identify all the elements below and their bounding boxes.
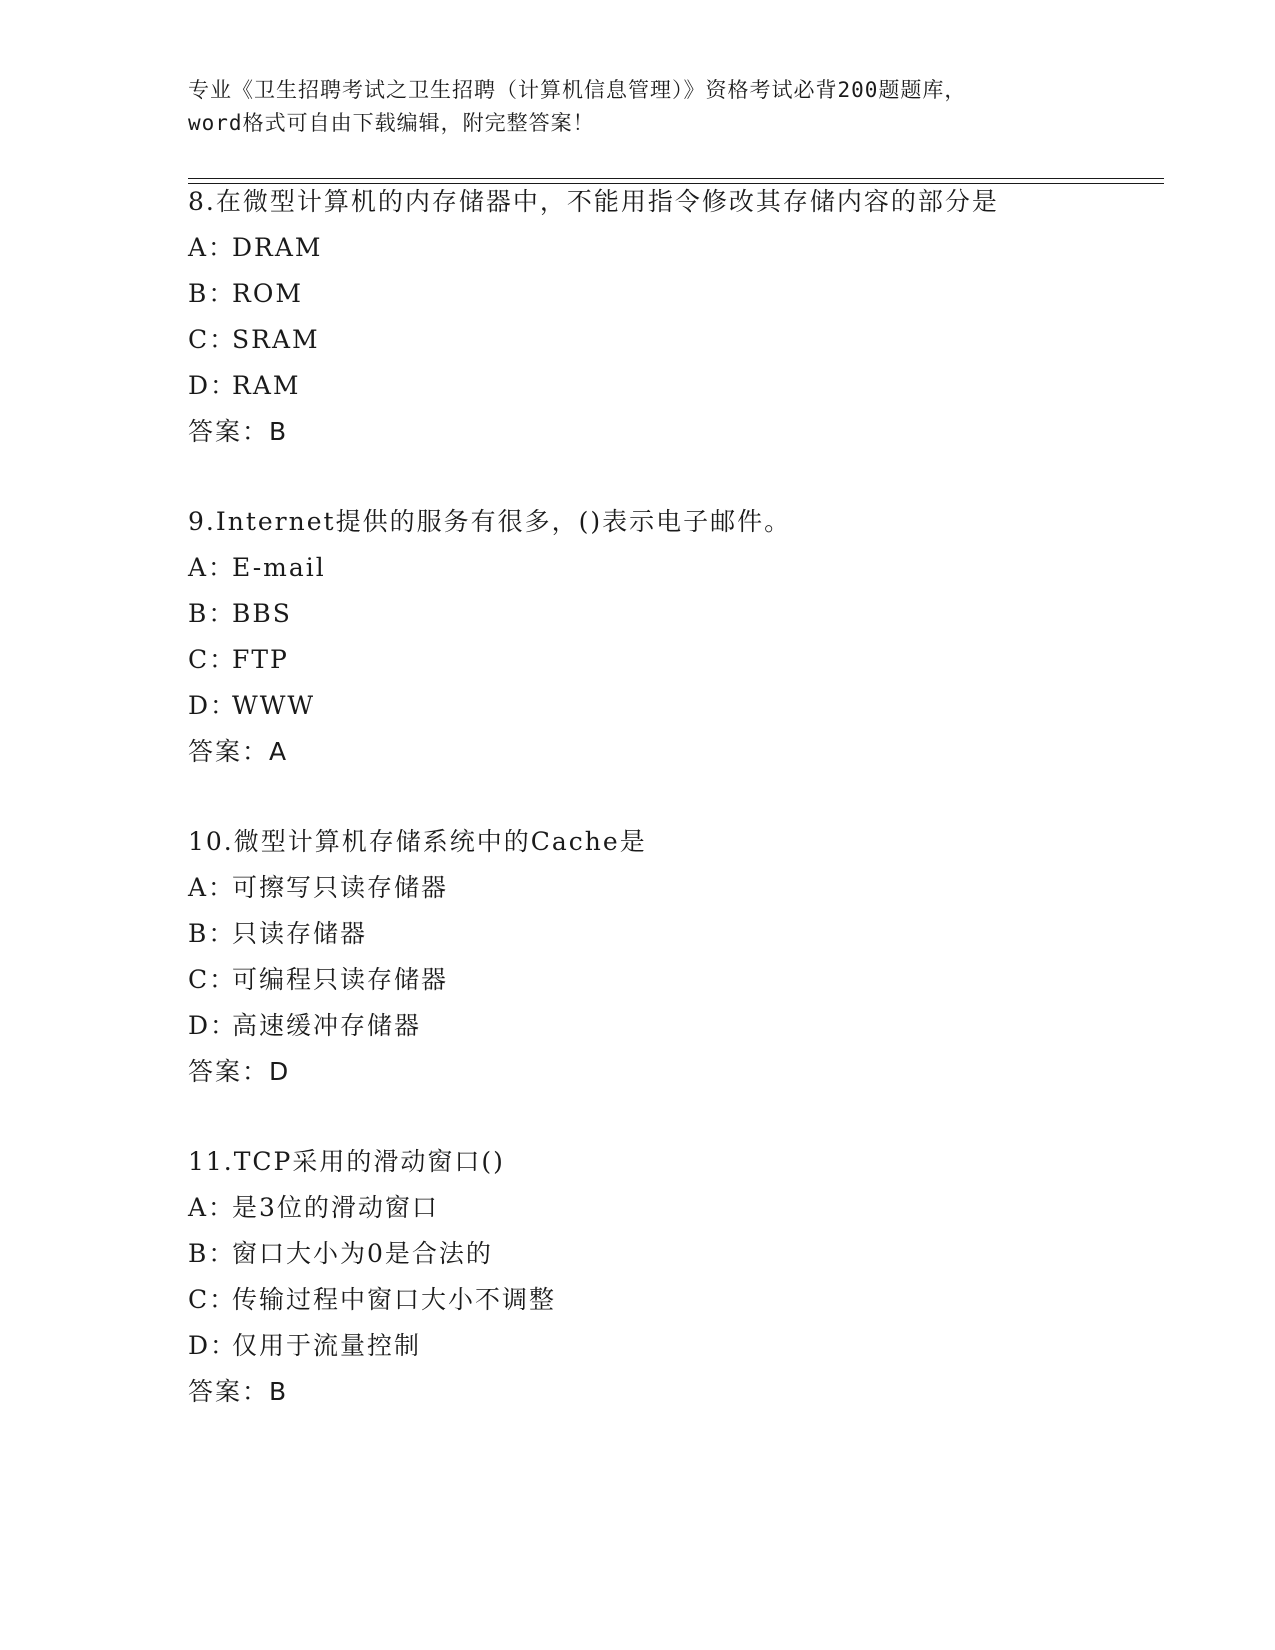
header-divider: [188, 178, 1164, 184]
answer: 答案：A: [188, 737, 289, 766]
option-b: [188, 279, 1164, 325]
option-text: BBS: [232, 599, 292, 628]
question-text: 9.Internet提供的服务有很多，()表示电子邮件。: [188, 507, 792, 536]
option-text: 是3位的滑动窗口: [232, 1193, 439, 1222]
option-d: [188, 691, 1164, 737]
option-d: [188, 1331, 1164, 1377]
option-letter: C：: [188, 965, 237, 994]
option-c: [188, 325, 1164, 371]
option-b: [188, 599, 1164, 645]
option-b: [188, 919, 1164, 965]
option-a: [188, 233, 1164, 279]
option-letter: B：: [188, 1239, 236, 1268]
question-text: 10.微型计算机存储系统中的Cache是: [188, 827, 647, 856]
option-a: [188, 553, 1164, 599]
option-text: WWW: [232, 691, 316, 720]
option-letter: A：: [188, 1193, 236, 1222]
option-text: 传输过程中窗口大小不调整: [232, 1285, 557, 1314]
option-c: [188, 1285, 1164, 1331]
option-letter: B：: [188, 599, 236, 628]
answer: 答案：B: [188, 1377, 289, 1406]
option-text: DRAM: [232, 233, 323, 262]
option-letter: B：: [188, 919, 236, 948]
option-letter: C：: [188, 645, 237, 674]
option-text: SRAM: [232, 325, 320, 354]
option-letter: A：: [188, 233, 236, 262]
option-text: E-mail: [232, 553, 326, 582]
option-letter: C：: [188, 1285, 237, 1314]
option-letter: A：: [188, 553, 236, 582]
option-text: 高速缓冲存储器: [232, 1011, 422, 1040]
question-10: [188, 827, 1164, 1103]
option-d: [188, 371, 1164, 417]
question-8: [188, 187, 1164, 463]
option-letter: C：: [188, 325, 237, 354]
option-text: RAM: [232, 371, 301, 400]
document-header: [188, 74, 1088, 140]
question-11: [188, 1147, 1164, 1423]
question-text: 11.TCP采用的滑动窗口(): [188, 1147, 505, 1176]
option-text: FTP: [232, 645, 289, 674]
option-text: 窗口大小为0是合法的: [232, 1239, 493, 1268]
option-text: 仅用于流量控制: [232, 1331, 422, 1360]
option-text: 可编程只读存储器: [232, 965, 449, 994]
header-line-1: 专业《卫生招聘考试之卫生招聘（计算机信息管理）》资格考试必背200题题库，: [188, 78, 967, 102]
option-c: [188, 965, 1164, 1011]
option-text: 只读存储器: [232, 919, 368, 948]
header-line-2: word格式可自由下载编辑，附完整答案！: [188, 111, 595, 135]
option-letter: D：: [188, 1011, 238, 1040]
option-b: [188, 1239, 1164, 1285]
option-letter: A：: [188, 873, 236, 902]
option-d: [188, 1011, 1164, 1057]
answer: 答案：B: [188, 417, 289, 446]
option-letter: B：: [188, 279, 236, 308]
option-c: [188, 645, 1164, 691]
option-text: 可擦写只读存储器: [232, 873, 449, 902]
option-letter: D：: [188, 371, 238, 400]
option-letter: D：: [188, 1331, 238, 1360]
option-a: [188, 1193, 1164, 1239]
question-9: [188, 507, 1164, 783]
option-text: ROM: [232, 279, 303, 308]
question-text: 8.在微型计算机的内存储器中，不能用指令修改其存储内容的部分是: [188, 187, 999, 216]
option-a: [188, 873, 1164, 919]
answer: 答案：D: [188, 1057, 291, 1086]
option-letter: D：: [188, 691, 238, 720]
